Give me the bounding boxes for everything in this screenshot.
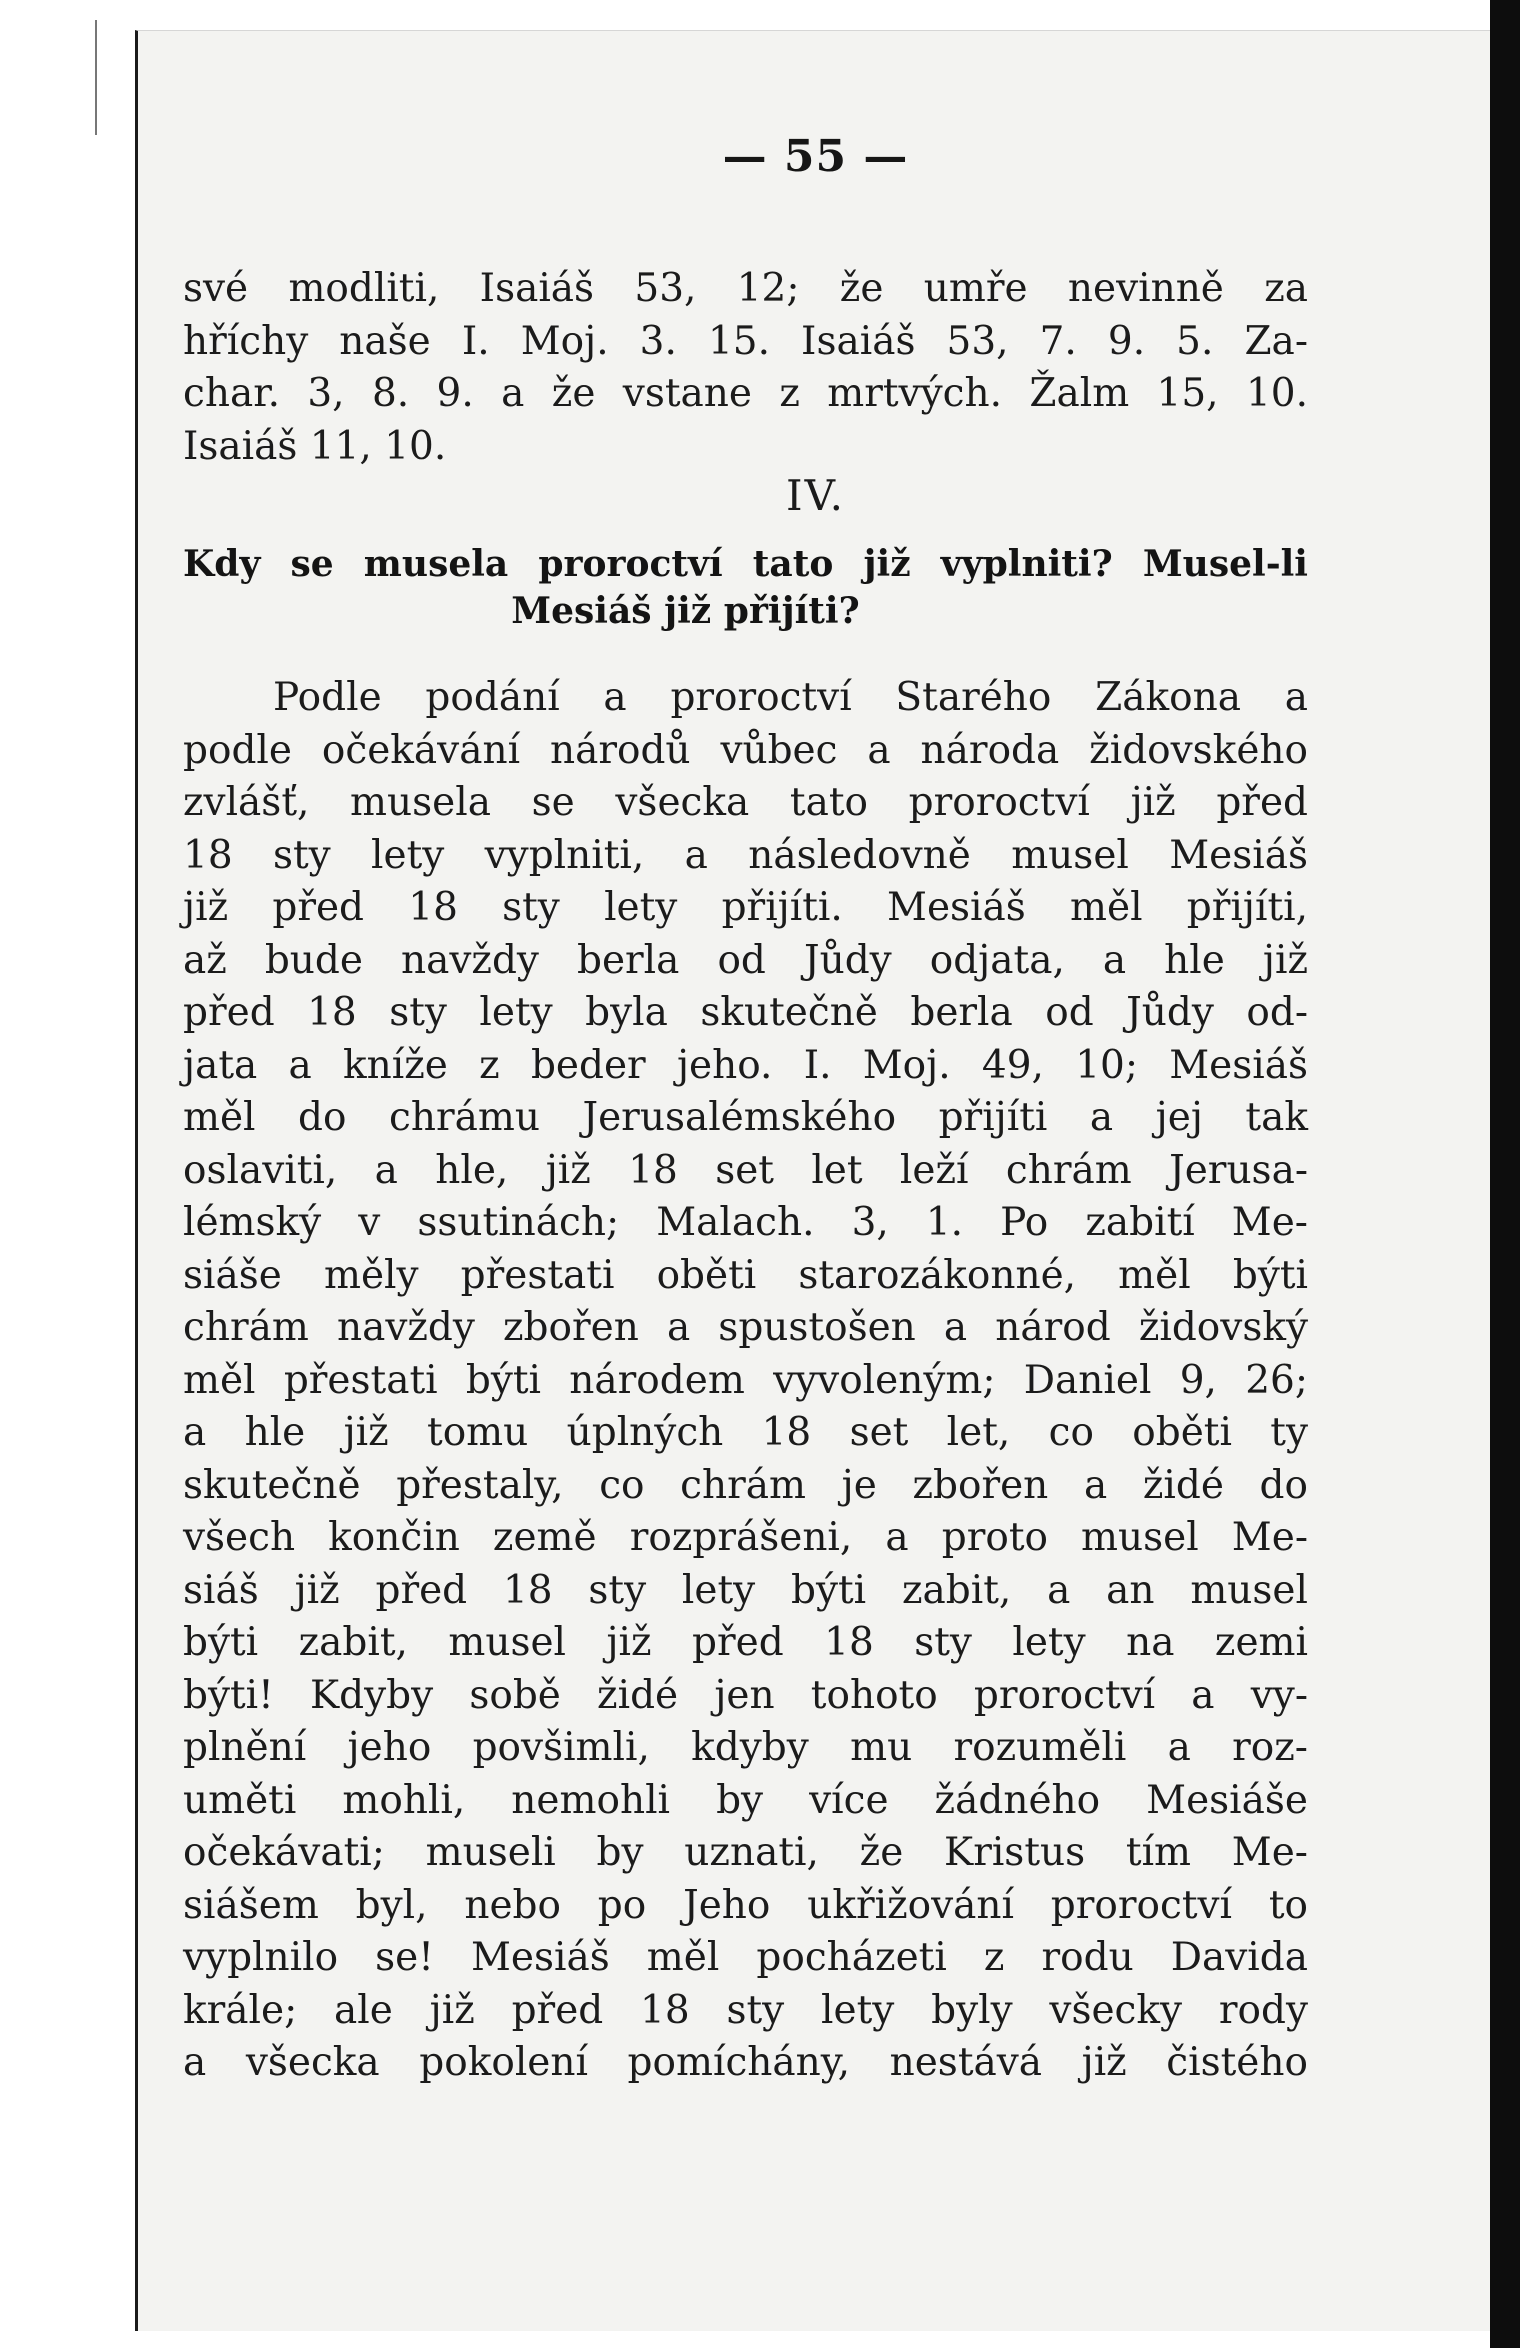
text-line: jata a kníže z beder jeho. I. Moj. 49, 10; Mesiáš [183, 1042, 1308, 1088]
heading-line: Kdy se musela proroctví tato již vyplniti? Musel-li [183, 543, 1308, 585]
text-line: všech končin země rozprášeni, a proto musel Me- [183, 1515, 1308, 1560]
text-line: měl do chrámu Jerusalémského přijíti a jej tak [183, 1095, 1308, 1140]
text-line: lémský v ssutinách; Malach. 3, 1. Po zabití Me- [183, 1200, 1308, 1245]
text-line: skutečně přestaly, co chrám je zbořen a židé do [183, 1462, 1308, 1508]
text-line: oslaviti, a hle, již 18 set let leží chrám Jerusa- [183, 1147, 1308, 1193]
section-number: IV. [786, 471, 845, 520]
text-line: a hle již tomu úplných 18 set let, co oběti ty [183, 1410, 1308, 1455]
text-line: hříchy naše I. Moj. 3. 15. Isaiáš 53, 7. 9. 5. Za- [183, 318, 1308, 364]
text-line: před 18 sty lety byla skutečně berla od Jůdy od- [183, 990, 1308, 1035]
text-line: krále; ale již před 18 sty lety byly všecky rody [183, 1987, 1308, 2033]
text-line: siáš již před 18 sty lety býti zabit, a an musel [183, 1567, 1308, 1613]
text-line: své modliti, Isaiáš 53, 12; že umře nevinně za [183, 266, 1308, 311]
text-line: zvlášť, musela se všecka tato proroctví již před [183, 780, 1308, 825]
text-line: plnění jeho povšimli, kdyby mu rozuměli a roz- [183, 1725, 1308, 1770]
text-line: Podle podání a proroctví Starého Zákona a [273, 675, 1308, 720]
section-heading [183, 541, 1308, 635]
text-line: chrám navždy zbořen a spustošen a národ židovský [183, 1305, 1308, 1350]
text-line: očekávati; museli by uznati, že Kristus tím Me- [183, 1830, 1308, 1875]
text-line: býti zabit, musel již před 18 sty lety na zemi [183, 1620, 1308, 1665]
text-line: býti! Kdyby sobě židé jen tohoto proroctví a vy- [183, 1672, 1308, 1718]
scan-dark-edge [1490, 0, 1520, 2348]
text-line: až bude navždy berla od Jůdy odjata, a hle již [183, 937, 1308, 983]
scan-margin-mark [95, 20, 97, 135]
continued-paragraph [183, 263, 1308, 473]
text-line: siášem byl, nebo po Jeho ukřižování proroctví to [183, 1882, 1308, 1928]
page-number: — 55 — [722, 131, 909, 182]
text-line: již před 18 sty lety přijíti. Mesiáš měl přijíti, [183, 885, 1308, 930]
heading-line: Mesiáš již přijíti? [511, 590, 860, 632]
book-page [135, 30, 1493, 2331]
text-line: char. 3, 8. 9. a že vstane z mrtvých. Žalm 15, 10. [183, 371, 1308, 416]
text-line: Isaiáš 11, 10. [183, 423, 447, 469]
text-line: podle očekávání národů vůbec a národa židovského [183, 727, 1308, 773]
text-line: siáše měly přestati oběti starozákonné, měl býti [183, 1252, 1308, 1298]
text-line: vyplnilo se! Mesiáš měl pocházeti z rodu Davida [183, 1935, 1308, 1980]
text-line: 18 sty lety vyplniti, a následovně musel Mesiáš [183, 832, 1308, 878]
text-line: uměti mohli, nemohli by více žádného Mesiáše [183, 1777, 1308, 1823]
text-line: měl přestati býti národem vyvoleným; Daniel 9, 26; [183, 1357, 1308, 1403]
body-paragraph [183, 672, 1308, 2090]
text-line: a všecka pokolení pomíchány, nestává již čistého [183, 2040, 1308, 2085]
